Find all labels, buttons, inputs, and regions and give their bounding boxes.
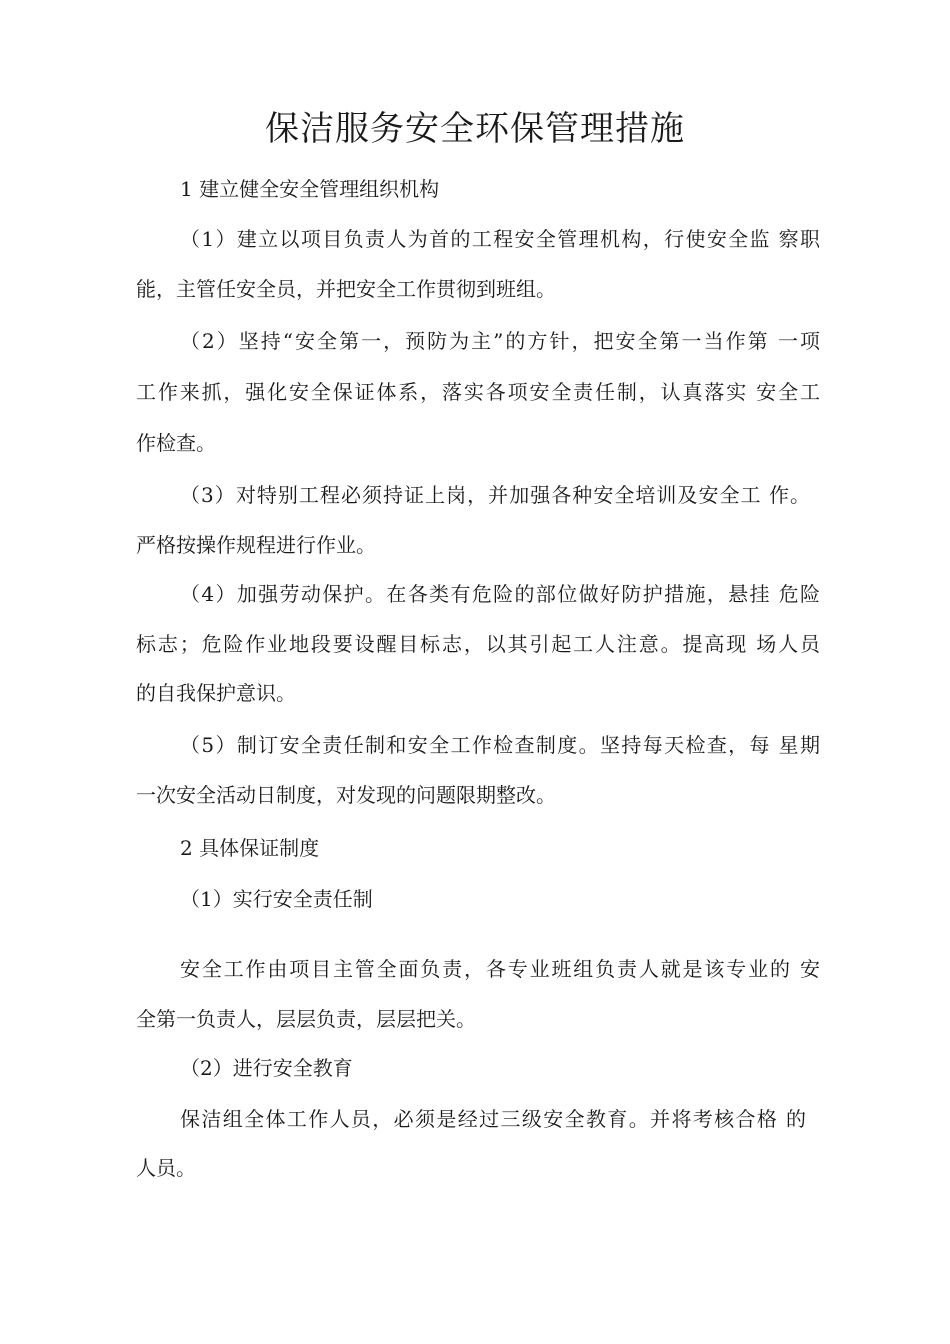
item-3-line-2: 严格按操作规程进行作业。: [136, 533, 376, 557]
item-2-line-2: 工作来抓，强化安全保证体系，落实各项安全责任制，认真落实 安全工: [136, 380, 820, 404]
subsection-2-line-1: 保洁组全体工作人员，必须是经过三级安全教育。并将考核合格 的: [180, 1107, 806, 1131]
item-4-line-2: 标志；危险作业地段要设醒目标志，以其引起工人注意。提高现 场人员: [136, 632, 820, 656]
section-2-heading: 2 具体保证制度: [180, 836, 320, 860]
document-title: 保洁服务安全环保管理措施: [265, 109, 685, 149]
subsection-1-line-2: 全第一负责人，层层负责，层层把关。: [136, 1007, 476, 1031]
subsection-1-line-1: 安全工作由项目主管全面负责，各专业班组负责人就是该专业的 安: [180, 957, 820, 981]
item-1-line-1: （1）建立以项目负责人为首的工程安全管理机构，行使安全监 察职: [180, 227, 820, 251]
subsection-1-heading: （1）实行安全责任制: [180, 887, 373, 911]
item-1-line-2: 能，主管任安全员，并把安全工作贯彻到班组。: [136, 277, 556, 301]
item-5-line-1: （5）制订安全责任制和安全工作检查制度。坚持每天检查，每 星期: [180, 733, 820, 757]
item-4-line-1: （4）加强劳动保护。在各类有危险的部位做好防护措施，悬挂 危险: [180, 582, 820, 606]
item-2-line-1: （2）坚持“安全第一，预防为主”的方针，把安全第一当作第 一项: [180, 329, 820, 353]
subsection-2-heading: （2）进行安全教育: [180, 1056, 353, 1080]
subsection-2-line-2: 人员。: [136, 1156, 196, 1180]
item-2-line-3: 作检查。: [136, 431, 216, 455]
item-4-line-3: 的自我保护意识。: [136, 681, 296, 705]
section-1-heading: 1 建立健全安全管理组织机构: [180, 177, 440, 201]
item-3-line-1: （3）对特别工程必须持证上岗，并加强各种安全培训及安全工 作。: [180, 483, 810, 507]
item-5-line-2: 一次安全活动日制度，对发现的问题限期整改。: [136, 783, 556, 807]
